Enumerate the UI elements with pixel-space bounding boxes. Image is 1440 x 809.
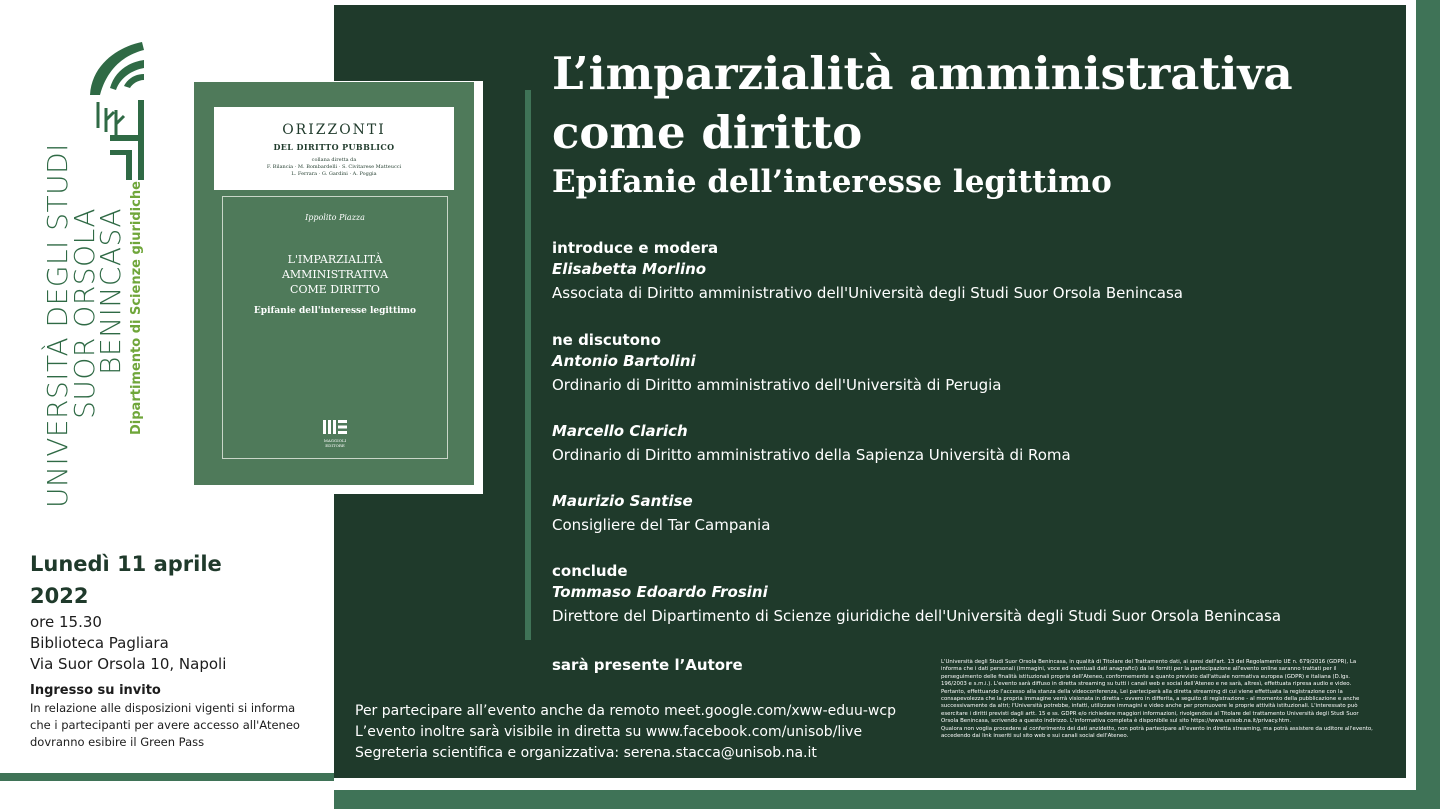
book-title-2: AMMINISTRATIVA — [281, 268, 389, 281]
right-accent-strip — [1416, 0, 1440, 809]
author-present: sarà presente l’Autore — [552, 656, 743, 674]
speaker-3-name: Maurizio Santise — [552, 492, 693, 510]
publisher-name-2: EDITORE — [325, 443, 345, 448]
contacts — [355, 701, 930, 764]
invite-line-1: In relazione alle disposizioni vigenti si informa — [30, 701, 296, 715]
conclude-label: conclude — [552, 562, 628, 580]
book-subtitle: Epifanie dell'interesse legittimo — [253, 306, 417, 316]
moderator-name: Elisabetta Morlino — [552, 260, 707, 278]
speaker-1-role: Ordinario di Diritto amministrativo dell'Università di Perugia — [552, 376, 1002, 394]
book-collana — [214, 157, 454, 178]
event-time: ore 15.30 — [30, 613, 102, 631]
privacy-notice — [941, 659, 1373, 740]
speaker-2-name: Marcello Clarich — [552, 422, 688, 440]
privacy-paragraph-1: L'Università degli Studi Suor Orsola Benincasa, in qualità di Titolare del Trattamento dati, ai sensi dell'art. 13 del Regolamento UE n. 679/2016 (GDPR), La informa che i dati personali (immagini, voce ed eventuali dati anagrafici) da lei forniti per la partecipazione all'evento online saranno trattati per il perseguimento delle finalità istituzionali proprie dell'Ateneo, conformemente a quanto previsto dall'attuale normativa europea (GDPR) e italiana (D.lgs. 196/2003 e s.m.i.). L'evento sarà diffuso in diretta streaming su tutti i canali web e social dell'Ateneo e ne sarà, altresì, effettuata ripresa audio e video. Pertanto, effettuando l'accesso alla stanza della videoconferenza, Lei parteciperà alla diretta streaming di cui viene effettuata la registrazione con la consapevolezza che la propria immagine verrà visionata in diretta - ovvero in differita, a seguito di registrazione - al momento della pubblicazione e anche successivamente da altri; l'Università potrebbe, infatti, utilizzare immagini e video anche per promuovere le proprie attività istituzionali. L'interessato può esercitare i diritti previsti dagli artt. 15 e ss. GDPR e/o richiedere maggiori informazioni, rivolgendosi al Titolare del trattamento Università degli Studi Suor Orsola Benincasa, scrivendo a questo indirizzo. L'informativa completa è disponibile sul sito https://www.unisob.na.it/privacy.htm. — [941, 659, 1360, 725]
invite-line-3: dovranno esibire il Green Pass — [30, 735, 205, 749]
book-title-3: COME DIRITTO — [290, 283, 380, 296]
privacy-paragraph-2: Qualora non voglia procedere al conferimento dei dati anzidetto, non potrà partecipare all'evento in diretta streaming, ma potrà assistere da uditore all'evento, accedendo dai link inseriti sul sito web e sui canali social dell'Ateneo. — [941, 725, 1373, 740]
vertical-accent-bar — [525, 90, 531, 640]
invite-line-2: che i partecipanti per avere accesso all'Ateneo — [30, 718, 300, 732]
bottom-accent-strip — [334, 790, 1440, 809]
book-collana-2: F. Bilancia · M. Bombardelli · S. Civitarese Matteucci — [266, 164, 402, 170]
event-details — [30, 548, 330, 751]
moderator-role: Associata di Diritto amministrativo dell'Università degli Studi Suor Orsola Benincasa — [552, 284, 1183, 302]
concluder-name: Tommaso Edoardo Frosini — [552, 583, 768, 601]
book-series: ORIZZONTI — [282, 122, 386, 138]
book-collana-3: L. Ferrara · G. Gardini · A. Poggia — [291, 171, 377, 177]
program — [552, 238, 1402, 627]
event-subtitle: Epifanie dell’interesse legittimo — [552, 164, 1112, 200]
event-venue: Biblioteca Pagliara — [30, 634, 169, 652]
book-collana-1: collana diretta da — [311, 157, 357, 163]
event-title-line-1: L’imparzialità amministrativa — [552, 47, 1293, 100]
facebook-stream: L’evento inoltre sarà visibile in diretta su www.facebook.com/unisob/live — [355, 724, 863, 740]
publisher-logo — [322, 419, 348, 447]
secretariat-contact: Segreteria scientifica e organizzativa: serena.stacca@unisob.na.it — [355, 745, 817, 761]
department-name: Dipartimento di Scienze giuridiche — [129, 181, 144, 435]
publisher-mark-icon — [322, 420, 348, 434]
book-author: Ippolito Piazza — [305, 213, 365, 222]
speaker-2-role: Ordinario di Diritto amministrativo della Sapienza Università di Roma — [552, 446, 1071, 464]
left-bottom-rule — [0, 773, 334, 781]
event-title-line-2: come diritto — [552, 106, 863, 159]
invite-title: Ingresso su invito — [30, 683, 161, 698]
speaker-3-role: Consigliere del Tar Campania — [552, 516, 771, 534]
book-series-sub: DEL DIRITTO PUBBLICO — [273, 142, 395, 152]
university-logo-icon — [70, 40, 150, 180]
book-title-1: L'IMPARZIALITÀ — [287, 253, 383, 266]
speaker-1-name: Antonio Bartolini — [552, 352, 696, 370]
publisher-name-1: MAGGIOLI — [323, 438, 347, 443]
remote-participation: Per partecipare all’evento anche da remoto meet.google.com/xww-eduu-wcp — [355, 703, 896, 719]
event-date-line-1: Lunedì 11 aprile — [30, 552, 222, 576]
event-date-line-2: 2022 — [30, 584, 89, 608]
event-title — [552, 44, 1402, 162]
introduce-label: introduce e modera — [552, 239, 719, 257]
university-line-3: BENINCASA — [94, 208, 127, 375]
book-series-box — [214, 107, 454, 190]
book-title — [223, 252, 447, 297]
university-line-1: UNIVERSITÀ DEGLI STUDI — [41, 143, 74, 508]
discuss-label: ne discutono — [552, 331, 661, 349]
book-title-box — [222, 196, 448, 459]
concluder-role: Direttore del Dipartimento di Scienze giuridiche dell'Università degli Studi Suor Orsola Benincasa — [552, 607, 1282, 625]
event-address: Via Suor Orsola 10, Napoli — [30, 655, 227, 673]
university-line-2: SUOR ORSOLA — [68, 208, 101, 419]
